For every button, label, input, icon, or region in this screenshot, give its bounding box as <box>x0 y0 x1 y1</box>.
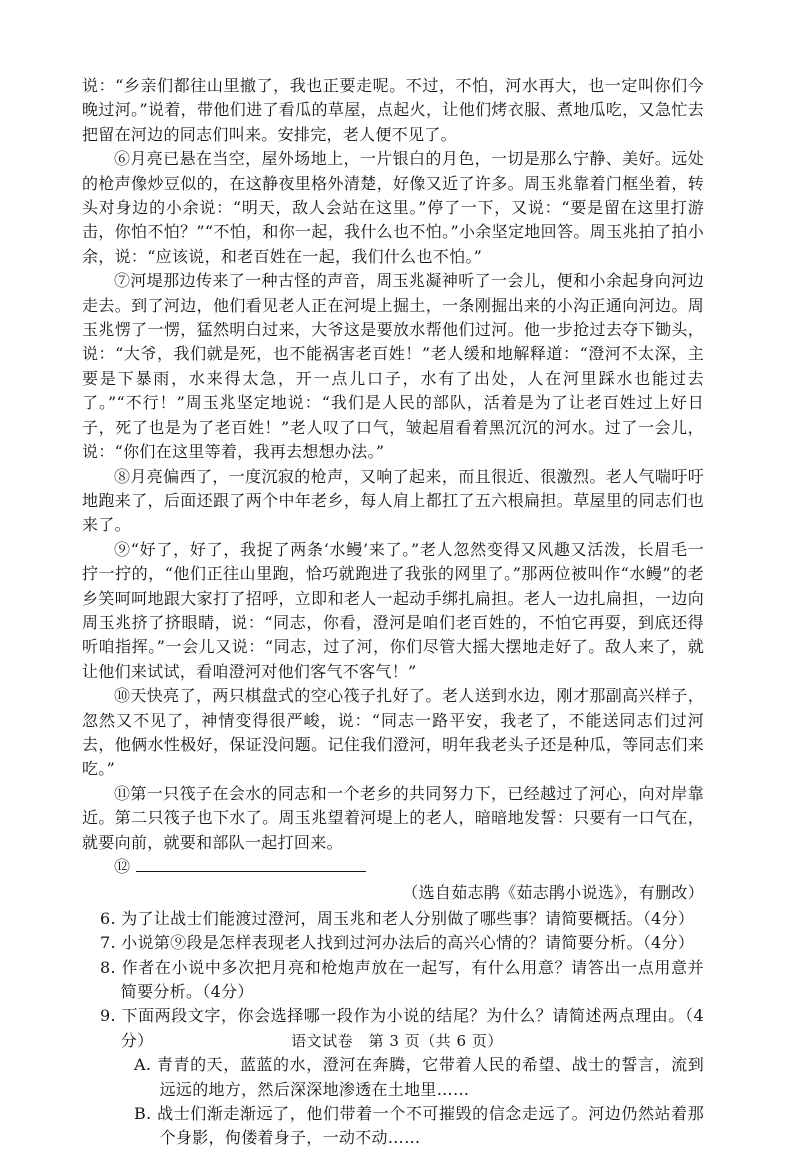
exam-page-content <box>82 74 704 1151</box>
question-8: 8. 作者在小说中多次把月亮和枪炮声放在一起写，有什么用意？请答出一点用意并简要分析。（4分） <box>100 957 704 1002</box>
question-6: 6. 为了让战士们能渡过澄河，周玉兆和老人分别做了哪些事？请简要概括。（4分） <box>100 908 695 928</box>
paragraph-12-label: ⑫ <box>114 857 131 876</box>
story-paragraph-8: ⑧月亮偏西了，一度沉寂的枪声，又响了起来，而且很近、很激烈。老人气喘吁吁地跑来了，后面还跟了两个中年老乡，每人肩上都扛了五六根扁担。草屋里的同志们也来了。 <box>82 466 704 535</box>
question-7: 7. 小说第⑨段是怎样表现老人找到过河办法后的高兴心情的？请简要分析。（4分） <box>100 933 695 953</box>
option-b: B. 战士们渐走渐远了，他们带着一个不可摧毁的信念走远了。河边仍然站着那个身影，佝偻着身子，一动不动…… <box>134 1104 704 1148</box>
story-paragraph-11: ⑪第一只筏子在会水的同志和一个老乡的共同努力下，已经越过了河心，向对岸靠近。第二只筏子也下水了。周玉兆望着河堤上的老人，暗暗地发誓：只要有一口气在，就要向前，就要和部队一起打回来。 <box>82 783 704 852</box>
story-paragraph-continuation: 说：“乡亲们都往山里撤了，我也正要走呢。不过，不怕，河水再大，也一定叫你们今晚过河。”说着，带他们进了看瓜的草屋，点起火，让他们烤衣服、煮地瓜吃，又急忙去把留在河边的同志们叫来。安排完，老人便不见了。 <box>82 76 704 144</box>
story-paragraph-12 <box>82 855 704 879</box>
page-footer: 语文试卷 第 3 页（共 6 页） <box>291 1032 503 1050</box>
story-paragraph-6: ⑥月亮已悬在当空，屋外场地上，一片银白的月色，一切是那么宁静、美好。远处的枪声像炒豆似的，在这静夜里格外清楚，好像又近了许多。周玉兆靠着门框坐着，转头对身边的小余说：“明天，敌人会站在这里。”停了一下，又说：“要是留在这里打游击，你怕不怕？”“不怕，和你一起，我什么也不怕。”小余坚定地回答。周玉兆拍了拍小余，说：“应该说，和老百姓在一起，我们什么也不怕。” <box>82 149 704 266</box>
question-list <box>82 907 704 1151</box>
question-9: 9. 下面两段文字，你会选择哪一段作为小说的结尾？为什么？请简述两点理由。（4分） <box>100 1006 704 1050</box>
source-citation: （选自茹志鹃《茹志鹃小说选》，有删改） <box>402 883 704 903</box>
paragraph-12-blank <box>136 857 366 872</box>
story-paragraph-10: ⑩天快亮了，两只棋盘式的空心筏子扎好了。老人送到水边，刚才那副高兴样子，忽然又不见了，神情变得很严峻，说：“同志一路平安，我老了，不能送同志们过河去，他俩水性极好，保证没问题。记住我们澄河，明年我老头子还是种瓜，等同志们来吃。” <box>82 686 704 779</box>
story-paragraph-7: ⑦河堤那边传来了一种古怪的声音，周玉兆凝神听了一会儿，便和小余起身向河边走去。到了河边，他们看见老人正在河堤上掘土，一条刚掘出来的小沟正通向河边。周玉兆愣了一愣，猛然明白过来，大爷这是要放水帮他们过河。他一步抢过去夺下锄头，说：“大爷，我们就是死，也不能祸害老百姓！”老人缓和地解释道：“澄河不太深，主要是下暴雨，水来得太急，开一点儿口子，水有了出处，人在河里踩水也能过去了。”“不行！”周玉兆坚定地说：“我们是人民的部队，活着是为了让老百姓过上好日子，死了也是为了老百姓！”老人叹了口气，皱起眉看着黑沉沉的河水。过了一会儿，说：“你们在这里等着，我再去想想办法。” <box>82 271 704 462</box>
option-a: A. 青青的天，蓝蓝的水，澄河在奔腾，它带着人民的希望、战士的誓言，流到远远的地方，然后深深地渗透在土地里…… <box>134 1055 704 1099</box>
story-paragraph-9: ⑨“好了，好了，我捉了两条‘水鳗’来了。”老人忽然变得又风趣又活泼，长眉毛一拧一拧的，“他们正往山里跑，恰巧就跑进了我张的网里了。”那两位被叫作“水鳗”的老乡笑呵呵地跟大家打了招呼，立即和老人一起动手绑扎扁担。老人一边扎扁担，一边向周玉兆挤了挤眼睛，说：“同志，你看，澄河是咱们老百姓的，不怕它再耍，到底还得听咱指挥。”一会儿又说：“同志，过了河，你们尽管大摇大摆地走好了。敌人来了，就让他们来试试，看咱澄河对他们客气不客气！” <box>82 539 704 681</box>
